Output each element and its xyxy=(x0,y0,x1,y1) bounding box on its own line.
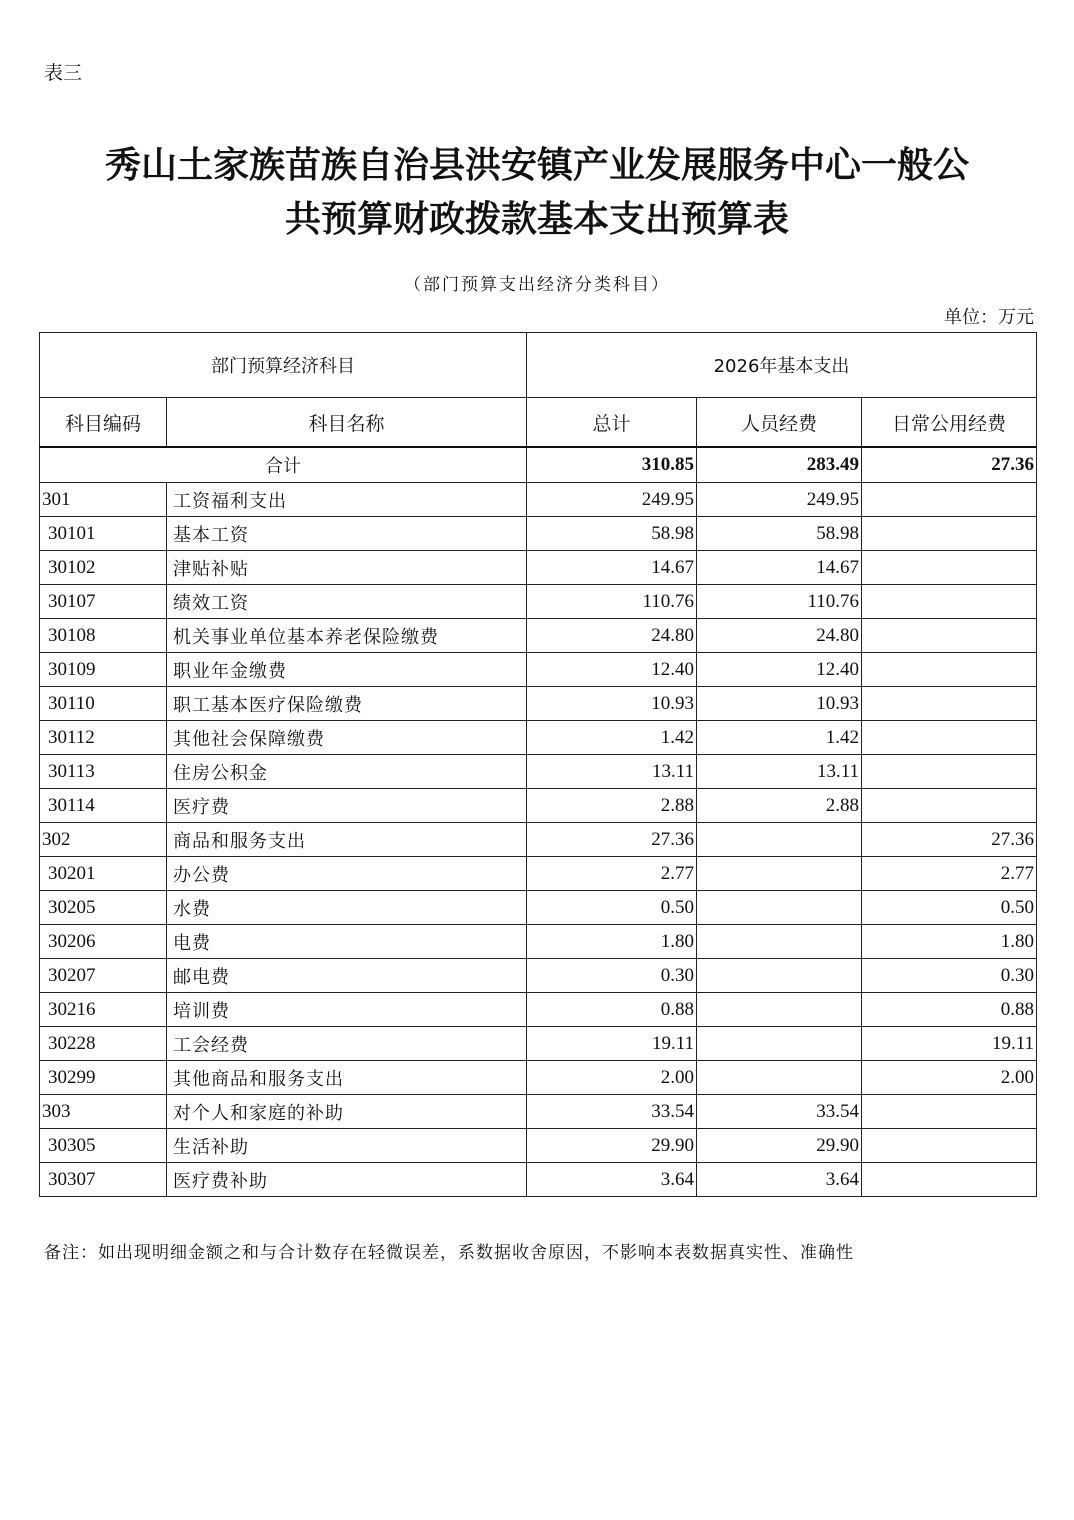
row-code: 30108 xyxy=(40,619,167,653)
row-total: 14.67 xyxy=(527,551,697,585)
row-total: 10.93 xyxy=(527,687,697,721)
row-public: 27.36 xyxy=(862,823,1037,857)
row-code: 301 xyxy=(40,483,167,517)
row-personnel xyxy=(697,857,862,891)
row-total: 27.36 xyxy=(527,823,697,857)
row-personnel: 110.76 xyxy=(697,585,862,619)
total-label: 合计 xyxy=(40,447,527,483)
row-total: 0.50 xyxy=(527,891,697,925)
row-personnel: 249.95 xyxy=(697,483,862,517)
row-code: 303 xyxy=(40,1095,167,1129)
row-personnel xyxy=(697,993,862,1027)
row-public: 19.11 xyxy=(862,1027,1037,1061)
row-total: 2.00 xyxy=(527,1061,697,1095)
row-public xyxy=(862,1095,1037,1129)
row-total: 58.98 xyxy=(527,517,697,551)
table-row xyxy=(40,891,1037,925)
row-total: 2.77 xyxy=(527,857,697,891)
row-public: 2.77 xyxy=(862,857,1037,891)
row-code: 30112 xyxy=(40,721,167,755)
row-personnel: 14.67 xyxy=(697,551,862,585)
row-name: 职工基本医疗保险缴费 xyxy=(167,687,527,721)
table-row xyxy=(40,619,1037,653)
table-row xyxy=(40,517,1037,551)
subtitle: （部门预算支出经济分类科目） xyxy=(404,275,670,295)
table-row xyxy=(40,721,1037,755)
table-row xyxy=(40,1163,1037,1197)
row-name: 机关事业单位基本养老保险缴费 xyxy=(167,619,527,653)
total-row xyxy=(40,447,1037,483)
row-code: 30201 xyxy=(40,857,167,891)
row-public xyxy=(862,755,1037,789)
row-total: 13.11 xyxy=(527,755,697,789)
row-public xyxy=(862,653,1037,687)
row-code: 30114 xyxy=(40,789,167,823)
table-row xyxy=(40,1095,1037,1129)
title-line-2: 共预算财政拨款基本支出预算表 xyxy=(284,198,789,240)
page-title xyxy=(40,138,1034,246)
row-public xyxy=(862,483,1037,517)
row-code: 30299 xyxy=(40,1061,167,1095)
table-row xyxy=(40,857,1037,891)
row-total: 1.80 xyxy=(527,925,697,959)
row-name: 邮电费 xyxy=(167,959,527,993)
row-public: 0.50 xyxy=(862,891,1037,925)
row-name: 电费 xyxy=(167,925,527,959)
table-row xyxy=(40,1027,1037,1061)
row-name: 津贴补贴 xyxy=(167,551,527,585)
table-row xyxy=(40,483,1037,517)
table-row xyxy=(40,789,1037,823)
row-public: 1.80 xyxy=(862,925,1037,959)
row-personnel: 24.80 xyxy=(697,619,862,653)
row-name: 工会经费 xyxy=(167,1027,527,1061)
row-code: 302 xyxy=(40,823,167,857)
row-personnel: 12.40 xyxy=(697,653,862,687)
row-name: 办公费 xyxy=(167,857,527,891)
group-header-row xyxy=(40,333,1037,398)
row-name: 基本工资 xyxy=(167,517,527,551)
table-row xyxy=(40,925,1037,959)
unit-label: 单位：万元 xyxy=(944,307,1034,328)
table-row xyxy=(40,959,1037,993)
header-personnel: 人员经费 xyxy=(697,398,862,448)
row-code: 30228 xyxy=(40,1027,167,1061)
row-public xyxy=(862,789,1037,823)
row-total: 24.80 xyxy=(527,619,697,653)
row-personnel: 58.98 xyxy=(697,517,862,551)
row-name: 生活补助 xyxy=(167,1129,527,1163)
row-personnel xyxy=(697,1061,862,1095)
row-total: 29.90 xyxy=(527,1129,697,1163)
row-personnel: 3.64 xyxy=(697,1163,862,1197)
row-code: 30205 xyxy=(40,891,167,925)
row-name: 职业年金缴费 xyxy=(167,653,527,687)
row-name: 其他商品和服务支出 xyxy=(167,1061,527,1095)
row-personnel: 2.88 xyxy=(697,789,862,823)
header-name: 科目名称 xyxy=(167,398,527,448)
header-total: 总计 xyxy=(527,398,697,448)
row-personnel: 29.90 xyxy=(697,1129,862,1163)
footnote: 备注：如出现明细金额之和与合计数存在轻微误差，系数据收舍原因，不影响本表数据真实性、准确性 xyxy=(44,1243,854,1263)
row-name: 住房公积金 xyxy=(167,755,527,789)
row-personnel: 10.93 xyxy=(697,687,862,721)
row-total: 1.42 xyxy=(527,721,697,755)
table-row xyxy=(40,1061,1037,1095)
row-code: 30113 xyxy=(40,755,167,789)
row-total: 33.54 xyxy=(527,1095,697,1129)
row-code: 30101 xyxy=(40,517,167,551)
header-expense-group: 2026年基本支出 xyxy=(527,333,1037,398)
row-personnel xyxy=(697,1027,862,1061)
row-name: 工资福利支出 xyxy=(167,483,527,517)
row-public xyxy=(862,1129,1037,1163)
header-subject-group: 部门预算经济科目 xyxy=(40,333,527,398)
row-public xyxy=(862,1163,1037,1197)
row-name: 对个人和家庭的补助 xyxy=(167,1095,527,1129)
row-public xyxy=(862,619,1037,653)
row-name: 培训费 xyxy=(167,993,527,1027)
total-public: 27.36 xyxy=(862,447,1037,483)
column-header-row xyxy=(40,398,1037,448)
table-row xyxy=(40,585,1037,619)
row-total: 110.76 xyxy=(527,585,697,619)
row-personnel: 1.42 xyxy=(697,721,862,755)
row-name: 绩效工资 xyxy=(167,585,527,619)
row-code: 30305 xyxy=(40,1129,167,1163)
row-total: 0.30 xyxy=(527,959,697,993)
row-total: 2.88 xyxy=(527,789,697,823)
row-total: 249.95 xyxy=(527,483,697,517)
row-code: 30110 xyxy=(40,687,167,721)
row-name: 医疗费补助 xyxy=(167,1163,527,1197)
row-total: 12.40 xyxy=(527,653,697,687)
table-number-label: 表三 xyxy=(44,62,83,84)
row-public xyxy=(862,551,1037,585)
row-public xyxy=(862,585,1037,619)
row-name: 水费 xyxy=(167,891,527,925)
row-code: 30206 xyxy=(40,925,167,959)
row-public: 0.88 xyxy=(862,993,1037,1027)
row-personnel: 33.54 xyxy=(697,1095,862,1129)
row-total: 3.64 xyxy=(527,1163,697,1197)
row-name: 其他社会保障缴费 xyxy=(167,721,527,755)
row-code: 30109 xyxy=(40,653,167,687)
row-public xyxy=(862,687,1037,721)
row-personnel xyxy=(697,891,862,925)
total-personnel: 283.49 xyxy=(697,447,862,483)
row-code: 30307 xyxy=(40,1163,167,1197)
row-name: 医疗费 xyxy=(167,789,527,823)
table-row xyxy=(40,1129,1037,1163)
row-personnel xyxy=(697,959,862,993)
title-line-1: 秀山土家族苗族自治县洪安镇产业发展服务中心一般公 xyxy=(104,144,969,186)
row-name: 商品和服务支出 xyxy=(167,823,527,857)
row-personnel: 13.11 xyxy=(697,755,862,789)
row-public xyxy=(862,721,1037,755)
total-sum: 310.85 xyxy=(527,447,697,483)
table-row xyxy=(40,551,1037,585)
row-total: 0.88 xyxy=(527,993,697,1027)
row-code: 30216 xyxy=(40,993,167,1027)
row-public: 2.00 xyxy=(862,1061,1037,1095)
row-personnel xyxy=(697,925,862,959)
table-row xyxy=(40,823,1037,857)
table-row xyxy=(40,687,1037,721)
table-row xyxy=(40,755,1037,789)
budget-table xyxy=(39,332,1037,1197)
row-code: 30107 xyxy=(40,585,167,619)
table-row xyxy=(40,993,1037,1027)
header-public: 日常公用经费 xyxy=(862,398,1037,448)
row-public xyxy=(862,517,1037,551)
header-code: 科目编码 xyxy=(40,398,167,448)
row-personnel xyxy=(697,823,862,857)
row-code: 30102 xyxy=(40,551,167,585)
table-row xyxy=(40,653,1037,687)
row-code: 30207 xyxy=(40,959,167,993)
row-total: 19.11 xyxy=(527,1027,697,1061)
row-public: 0.30 xyxy=(862,959,1037,993)
